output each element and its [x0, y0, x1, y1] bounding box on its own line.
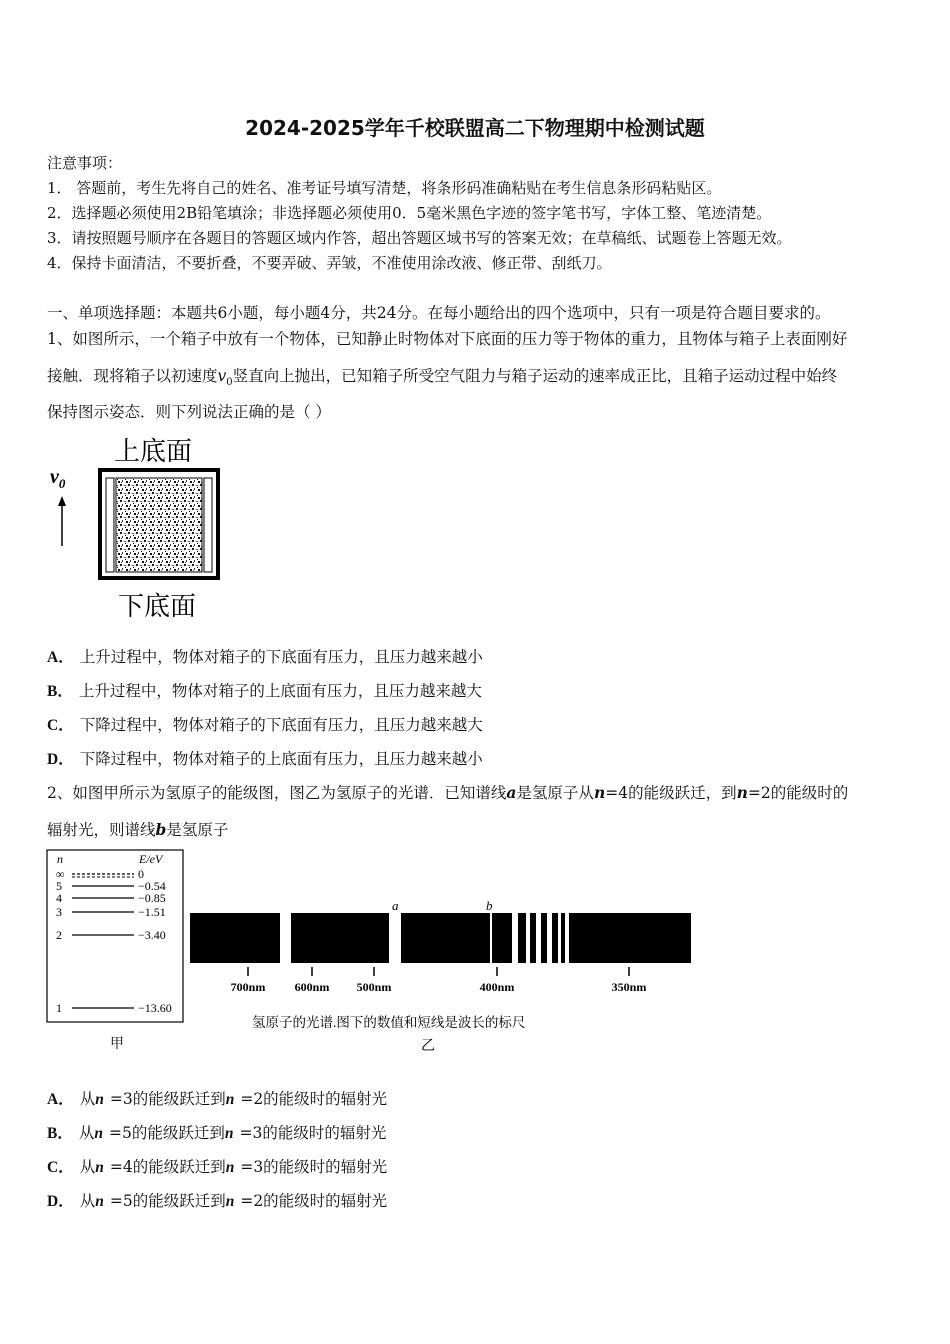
- q1-option-b[interactable]: B． 上升过程中，物体对箱子的上底面有压力，且压力越来越大: [47, 682, 482, 700]
- level-energy-label: −0.85: [138, 891, 166, 905]
- wavelength-tick-label: 500nm: [356, 980, 392, 994]
- energy-axis-label: E/eV: [139, 852, 163, 866]
- spectrum-band: [530, 913, 536, 963]
- wavelength-tick-label: 350nm: [611, 980, 647, 994]
- spectrum-band: [401, 913, 490, 963]
- q1-option-a[interactable]: A． 上升过程中，物体对箱子的下底面有压力，且压力越来越小: [47, 648, 483, 666]
- notice-item: 1． 答题前，考生先将自己的姓名、准考证号填写清楚，将条形码准确粘贴在考生信息条形码粘贴区。: [47, 179, 722, 197]
- box-figure: [40, 428, 240, 628]
- v0-label: $v_0$: [50, 466, 66, 491]
- q2-option-d[interactable]: D． 从n =5的能级跃迁到n =2的能级时的辐射光: [47, 1192, 388, 1210]
- wavelength-tick-label: 400nm: [479, 980, 515, 994]
- spectrum-band: [569, 913, 691, 963]
- page-title: 2024-2025学年千校联盟高二下物理期中检测试题: [245, 116, 705, 140]
- level-energy-label: 0: [138, 867, 144, 881]
- diagram-caption: 甲: [110, 1037, 124, 1052]
- spectrum-caption: 乙: [421, 1039, 435, 1054]
- line-a-label: a: [392, 898, 399, 913]
- q2-option-c[interactable]: C． 从n =4的能级跃迁到n =3的能级时的辐射光: [47, 1158, 388, 1176]
- level-n-label: ∞: [56, 867, 65, 881]
- q2-option-a[interactable]: A． 从n =3的能级跃迁到n =2的能级时的辐射光: [47, 1090, 388, 1108]
- q1-stem-line2: 接触．现将箱子以初速度$v_0$竖直向上抛出，已知箱子所受空气阻力与箱子运动的速率成正比，且箱子运动过程中始终: [47, 367, 838, 389]
- spectrum-band: [190, 913, 280, 963]
- spectrum-caption-line: 氢原子的光谱.图下的数值和短线是波长的标尺: [252, 1015, 526, 1030]
- level-n-label: 1: [56, 1001, 62, 1015]
- level-n-label: 2: [56, 928, 62, 942]
- section-heading: 一、单项选择题：本题共6小题，每小题4分，共24分。在每小题给出的四个选项中，只有一项是符合题目要求的。: [47, 304, 831, 322]
- level-n-label: 3: [56, 905, 62, 919]
- q2-stem-line2: 辐射光，则谱线b是氢原子: [47, 820, 229, 839]
- bottom-face-label: 下底面: [118, 592, 197, 621]
- spectrum-band: [492, 913, 512, 963]
- wavelength-tick-label: 600nm: [294, 980, 330, 994]
- hydrogen-spectrum: [188, 895, 698, 1055]
- top-face-label: 上底面: [114, 437, 193, 466]
- q2-stem-line1: 2、如图甲所示为氢原子的能级图，图乙为氢原子的光谱．已知谱线a是氢原子从n=4的能级跃迁，到n=2的能级时的: [47, 783, 849, 802]
- wavelength-tick-label: 700nm: [230, 980, 266, 994]
- q2-option-b[interactable]: B． 从n =5的能级跃迁到n =3的能级时的辐射光: [47, 1124, 387, 1142]
- n-axis-label: n: [57, 852, 63, 866]
- q1-option-d[interactable]: D． 下降过程中，物体对箱子的上底面有压力，且压力越来越小: [47, 750, 483, 768]
- line-b-label: b: [486, 898, 493, 913]
- q1-stem-line1: 1、如图所示，一个箱子中放有一个物体，已知静止时物体对下底面的压力等于物体的重力，且物体与箱子上表面刚好: [47, 330, 848, 348]
- level-n-label: 5: [56, 879, 62, 893]
- object-block: [116, 478, 202, 572]
- level-energy-label: −0.54: [138, 879, 166, 893]
- notice-heading: 注意事项：: [47, 154, 123, 172]
- spectrum-band: [518, 913, 526, 963]
- notice-item: 3．请按照题号顺序在各题目的答题区域内作答，超出答题区域书写的答案无效；在草稿纸、试题卷上答题无效。: [47, 229, 792, 247]
- q1-stem-line3: 保持图示姿态．则下列说法正确的是（ ）: [47, 403, 331, 421]
- arrow-head-icon: [58, 496, 66, 506]
- level-energy-label: −13.60: [138, 1001, 172, 1015]
- level-n-label: 4: [56, 891, 62, 905]
- spectrum-band: [291, 913, 389, 963]
- notice-item: 4．保持卡面清洁，不要折叠，不要弄破、弄皱，不准使用涂改液、修正带、刮纸刀。: [47, 254, 612, 272]
- level-energy-label: −1.51: [138, 905, 166, 919]
- spectrum-band: [552, 913, 558, 963]
- energy-level-diagram: [44, 848, 189, 1058]
- spectrum-band: [561, 913, 565, 963]
- notice-item: 2．选择题必须使用2B铅笔填涂；非选择题必须使用0．5毫米黑色字迹的签字笔书写，字体工整、笔迹清楚。: [47, 204, 772, 222]
- level-energy-label: −3.40: [138, 928, 166, 942]
- q1-option-c[interactable]: C． 下降过程中，物体对箱子的下底面有压力，且压力越来越大: [47, 716, 483, 734]
- spectrum-band: [541, 913, 547, 963]
